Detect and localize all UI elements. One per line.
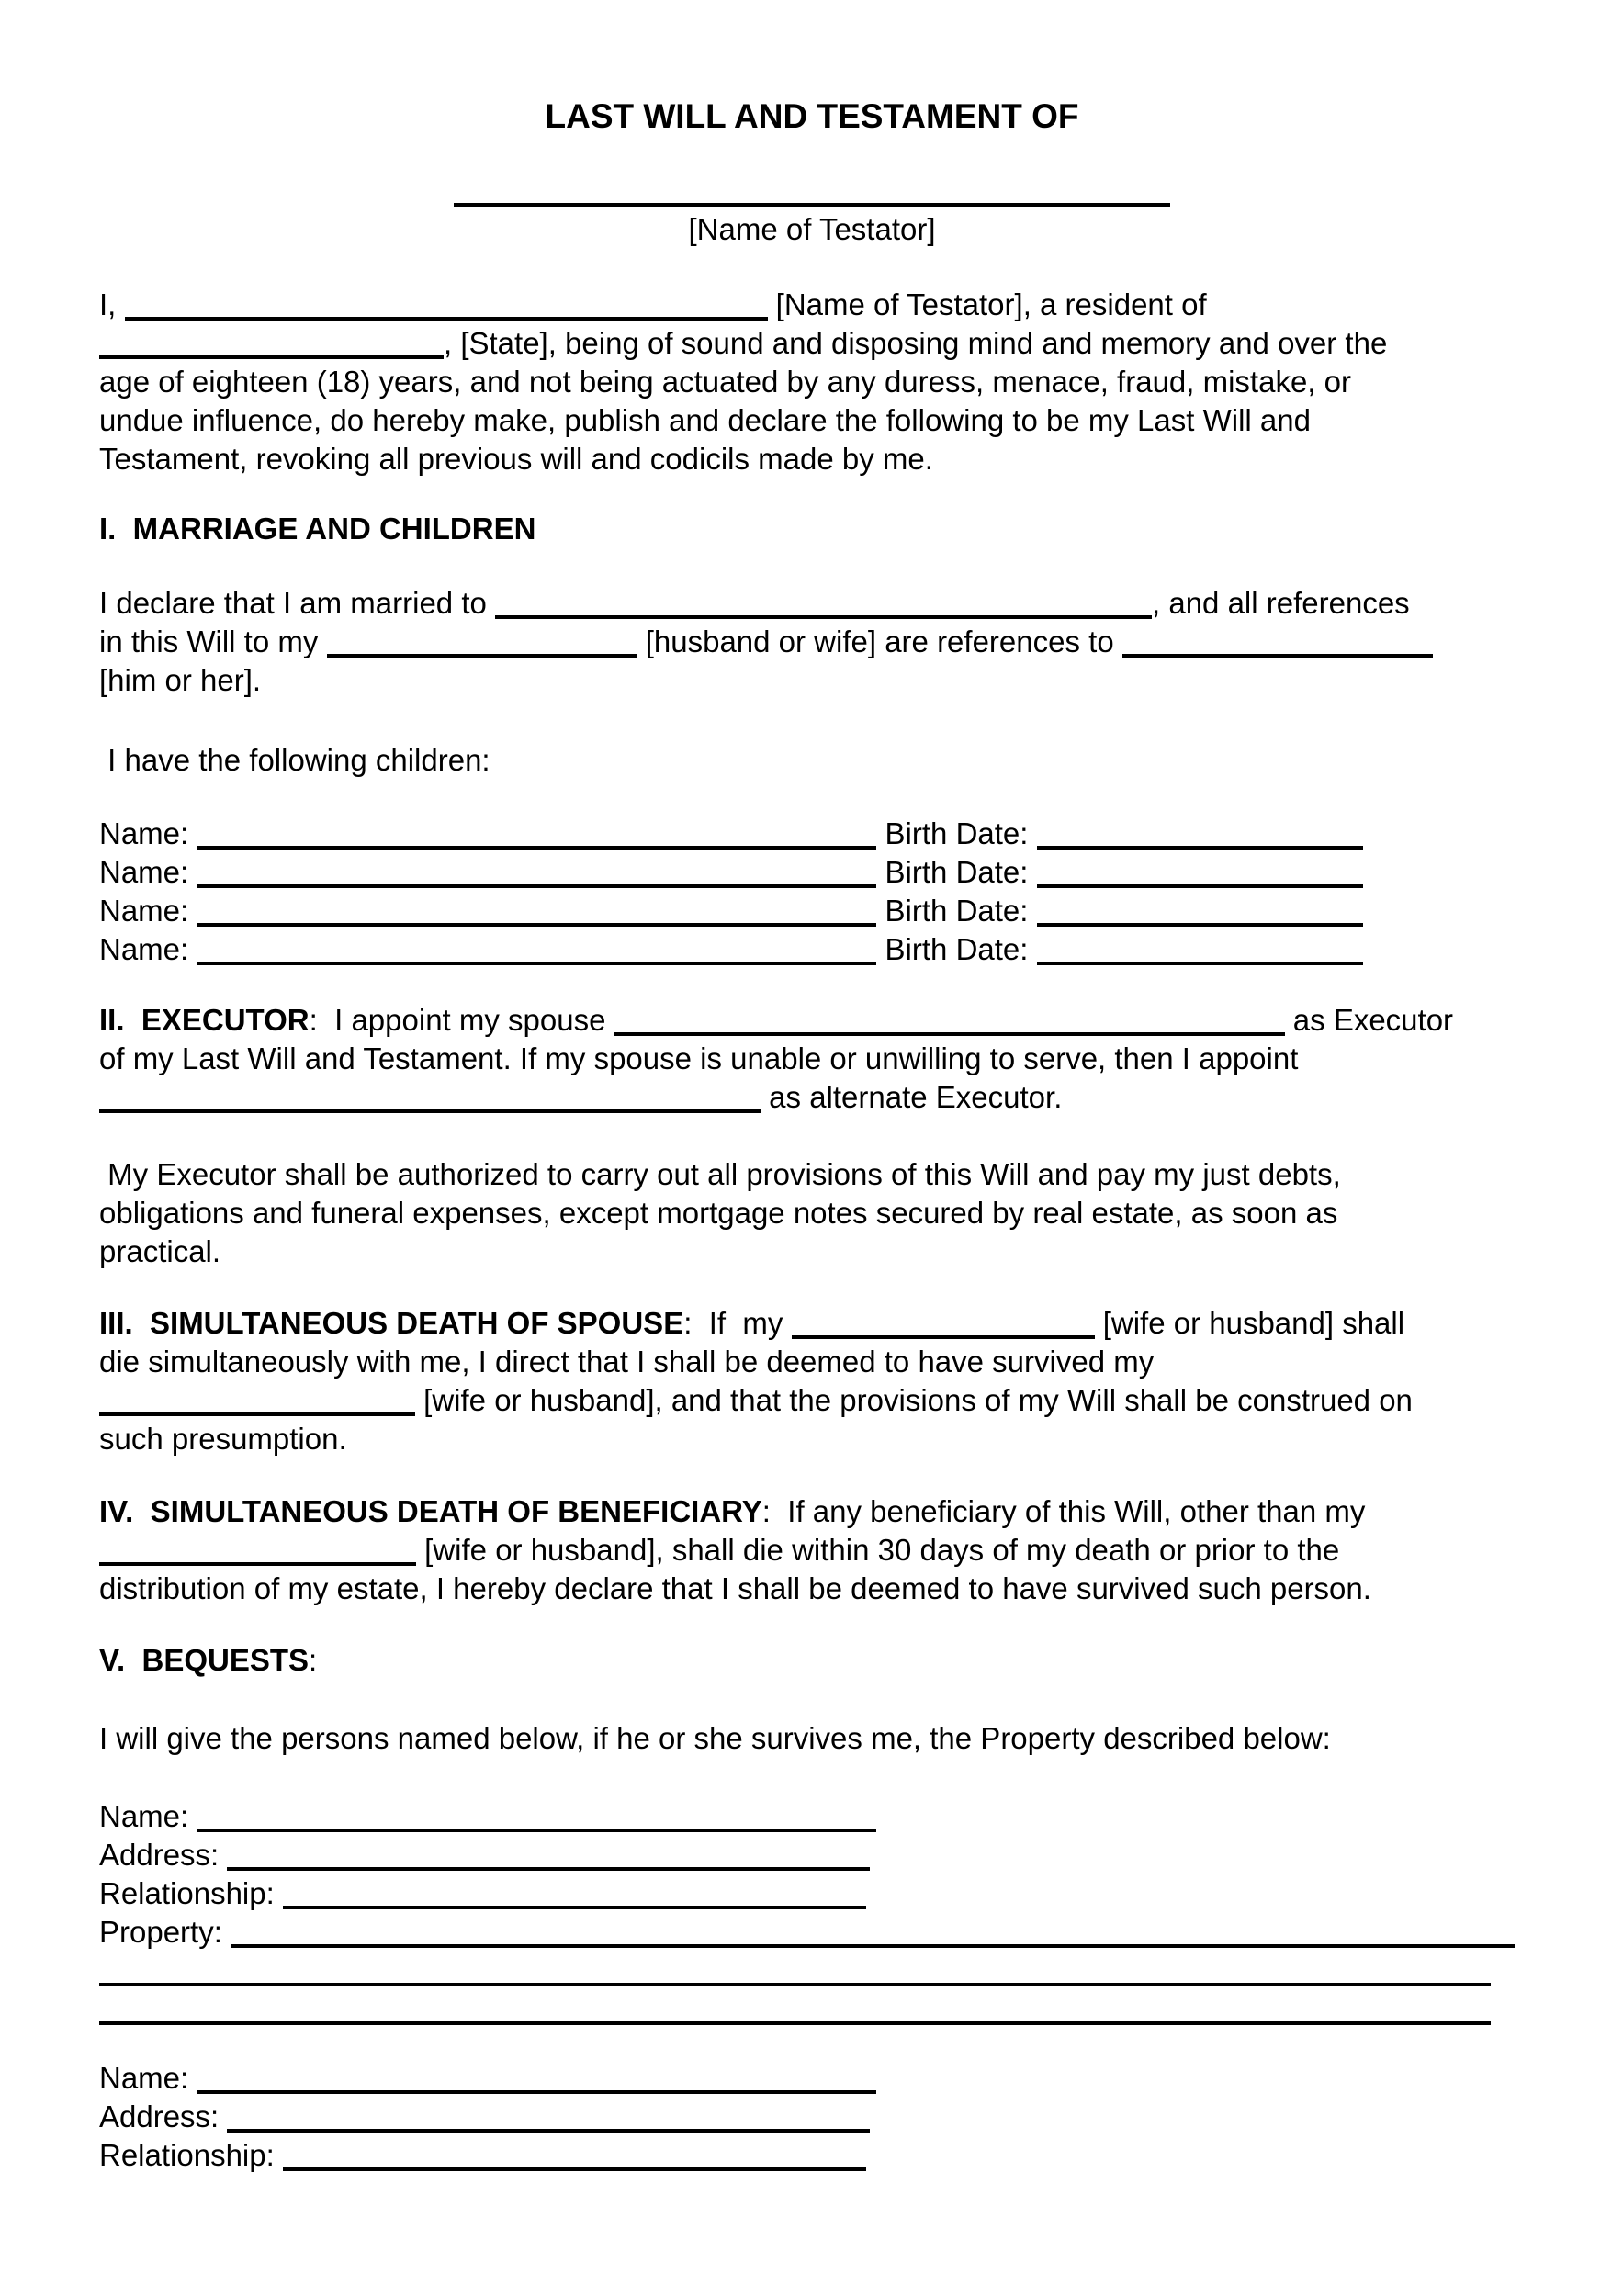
text-line xyxy=(99,1913,1525,1952)
text-run: Name: xyxy=(99,2061,197,2095)
text-run: [wife or husband], and that the provisions of my Will shall be construed on xyxy=(415,1383,1413,1417)
testator-name-header xyxy=(99,172,1525,249)
text-run: Address: xyxy=(99,1838,228,1872)
marriage-declaration-paragraph xyxy=(99,584,1525,700)
beneficiary-1-property-blank-2[interactable] xyxy=(99,1983,1491,1986)
child-3-birth-date-blank[interactable] xyxy=(1037,923,1363,927)
text-run: I, xyxy=(99,287,125,321)
spouse-title-blank-4[interactable] xyxy=(99,1562,416,1566)
text-line xyxy=(99,661,1525,700)
text-line xyxy=(99,2059,1525,2098)
text-run: Relationship: xyxy=(99,2138,283,2172)
child-1-name-blank[interactable] xyxy=(197,846,876,850)
text-run: Name: xyxy=(99,932,197,966)
executor-spouse-name-blank[interactable] xyxy=(614,1032,1285,1036)
text-line xyxy=(99,1381,1525,1420)
text-line xyxy=(99,401,1525,440)
spouse-title-blank-2[interactable] xyxy=(792,1335,1095,1339)
text-run: Name: xyxy=(99,855,197,889)
text-run: : If any beneficiary of this Will, other than my xyxy=(761,1494,1366,1528)
beneficiary-1-name-blank[interactable] xyxy=(197,1829,876,1832)
state-blank[interactable] xyxy=(99,355,444,359)
text-run: IV. SIMULTANEOUS DEATH OF BENEFICIARY xyxy=(99,1494,762,1528)
text-line xyxy=(99,286,1525,324)
text-line xyxy=(99,741,1525,780)
text-run: Property: xyxy=(99,1915,231,1949)
text-line xyxy=(99,510,1525,548)
text-run: Testament, revoking all previous will and codicils made by me. xyxy=(99,442,933,476)
text-run: My Executor shall be authorized to carry out all provisions of this Will and pay my just debts, xyxy=(99,1157,1341,1191)
text-run: , and all references xyxy=(1152,586,1410,620)
text-run: age of eighteen (18) years, and not being actuated by any duress, menace, fraud, mistake, or xyxy=(99,365,1351,399)
text-run: V. BEQUESTS xyxy=(99,1643,310,1677)
text-line xyxy=(99,584,1525,623)
text-line xyxy=(99,815,1525,853)
text-run: Relationship: xyxy=(99,1876,283,1910)
child-3-name-blank[interactable] xyxy=(197,923,876,927)
text-line xyxy=(99,1304,1525,1343)
text-run: [Name of Testator], a resident of xyxy=(767,287,1207,321)
beneficiary-1-relationship-blank[interactable] xyxy=(283,1906,866,1909)
beneficiary-2-address-blank[interactable] xyxy=(227,2129,870,2133)
text-run: [him or her]. xyxy=(99,663,262,697)
child-2-birth-date-blank[interactable] xyxy=(1037,884,1363,888)
text-run: undue influence, do hereby make, publish and declare the following to be my Last Will and xyxy=(99,403,1311,437)
text-run: die simultaneously with me, I direct that I shall be deemed to have survived my xyxy=(99,1345,1155,1379)
text-run: Birth Date: xyxy=(876,932,1037,966)
text-run: Name: xyxy=(99,894,197,928)
document-title: LAST WILL AND TESTAMENT OF xyxy=(545,97,1079,135)
text-line xyxy=(99,2136,1525,2175)
text-line xyxy=(99,1836,1525,1874)
text-run: : I appoint my spouse xyxy=(309,1003,614,1037)
text-run: of my Last Will and Testament. If my spouse is unable or unwilling to serve, then I appoint xyxy=(99,1041,1299,1075)
text-run: [husband or wife] are references to xyxy=(637,625,1122,658)
text-line xyxy=(99,324,1525,363)
text-run: : If my xyxy=(683,1306,792,1340)
spouse-title-blank[interactable] xyxy=(327,654,637,658)
beneficiary-1-property-blank[interactable] xyxy=(231,1944,1515,1948)
text-run: I. MARRIAGE AND CHILDREN xyxy=(99,512,536,546)
text-line xyxy=(99,1420,1525,1458)
text-line xyxy=(99,1343,1525,1381)
beneficiary-2-name-blank[interactable] xyxy=(197,2090,876,2094)
text-run: as Executor xyxy=(1284,1003,1454,1037)
text-line xyxy=(99,440,1525,478)
opening-paragraph xyxy=(99,286,1525,478)
section-executor-paragraph xyxy=(99,1001,1525,1117)
text-run: distribution of my estate, I hereby declare that I shall be deemed to have survived such person. xyxy=(99,1571,1371,1605)
text-line xyxy=(99,1641,1525,1680)
text-run: I have the following children: xyxy=(99,743,490,777)
text-line xyxy=(99,623,1525,661)
text-line xyxy=(99,1570,1525,1608)
text-line xyxy=(99,2098,1525,2136)
beneficiary-2-relationship-blank[interactable] xyxy=(283,2167,866,2171)
text-line xyxy=(99,1194,1525,1232)
text-run: such presumption. xyxy=(99,1422,347,1456)
text-line xyxy=(99,1952,1525,1990)
text-line xyxy=(99,1155,1525,1194)
child-2-name-blank[interactable] xyxy=(197,884,876,888)
children-intro-line xyxy=(99,741,1525,780)
text-run: I declare that I am married to xyxy=(99,586,496,620)
section-heading-marriage-and-children xyxy=(99,510,1525,548)
alternate-executor-blank[interactable] xyxy=(99,1109,761,1113)
text-line xyxy=(99,1078,1525,1117)
text-run: [wife or husband] shall xyxy=(1094,1306,1405,1340)
text-run: Birth Date: xyxy=(876,855,1037,889)
text-run: III. SIMULTANEOUS DEATH OF SPOUSE xyxy=(99,1306,684,1340)
text-run: obligations and funeral expenses, except mortgage notes secured by real estate, as soon as xyxy=(99,1196,1338,1230)
text-run: Address: xyxy=(99,2099,228,2133)
text-run: , [State], being of sound and disposing mind and memory and over the xyxy=(444,326,1388,360)
text-line xyxy=(99,853,1525,892)
testator-name-blank[interactable] xyxy=(125,317,768,321)
section-simultaneous-death-of-beneficiary xyxy=(99,1492,1525,1608)
child-1-birth-date-blank[interactable] xyxy=(1037,846,1363,850)
text-line xyxy=(99,1040,1525,1078)
text-line xyxy=(99,930,1525,969)
section-simultaneous-death-of-spouse xyxy=(99,1304,1525,1458)
spouse-title-blank-3[interactable] xyxy=(99,1412,415,1416)
beneficiary-1-address-blank[interactable] xyxy=(227,1867,870,1871)
child-4-birth-date-blank[interactable] xyxy=(1037,962,1363,965)
child-4-name-blank[interactable] xyxy=(197,962,876,965)
text-run: [wife or husband], shall die within 30 days of my death or prior to the xyxy=(416,1533,1340,1567)
text-line xyxy=(99,1797,1525,1836)
text-line xyxy=(99,1874,1525,1913)
executor-duties-paragraph xyxy=(99,1155,1525,1271)
text-run: as alternate Executor. xyxy=(761,1080,1063,1114)
text-run: I will give the persons named below, if he or she survives me, the Property described below: xyxy=(99,1721,1331,1755)
text-run: Name: xyxy=(99,816,197,850)
children-list xyxy=(99,815,1525,969)
text-line xyxy=(99,892,1525,930)
text-line xyxy=(99,210,1525,249)
section-heading-bequests xyxy=(99,1641,1525,1680)
bequest-beneficiary-2 xyxy=(99,2059,1525,2175)
text-run: Name: xyxy=(99,1799,197,1833)
text-run: Birth Date: xyxy=(876,894,1037,928)
text-line xyxy=(99,172,1525,210)
spouse-reference-blank[interactable] xyxy=(1122,654,1433,658)
bequest-beneficiary-1 xyxy=(99,1797,1525,2029)
text-line xyxy=(99,1719,1525,1758)
text-run: Birth Date: xyxy=(876,816,1037,850)
text-run: : xyxy=(309,1643,318,1677)
text-line xyxy=(99,1001,1525,1040)
text-line xyxy=(99,1232,1525,1271)
text-line xyxy=(99,1990,1525,2029)
beneficiary-1-property-blank-3[interactable] xyxy=(99,2021,1491,2025)
text-run: practical. xyxy=(99,1234,221,1268)
text-line xyxy=(99,1492,1525,1531)
text-line xyxy=(99,1531,1525,1570)
testator-name-header-blank[interactable] xyxy=(454,203,1170,207)
text-line xyxy=(99,363,1525,401)
text-run: in this Will to my xyxy=(99,625,327,658)
text-run: [Name of Testator] xyxy=(688,212,936,246)
text-run: II. EXECUTOR xyxy=(99,1003,310,1037)
bequests-intro-paragraph xyxy=(99,1719,1525,1758)
spouse-name-blank[interactable] xyxy=(495,615,1152,619)
